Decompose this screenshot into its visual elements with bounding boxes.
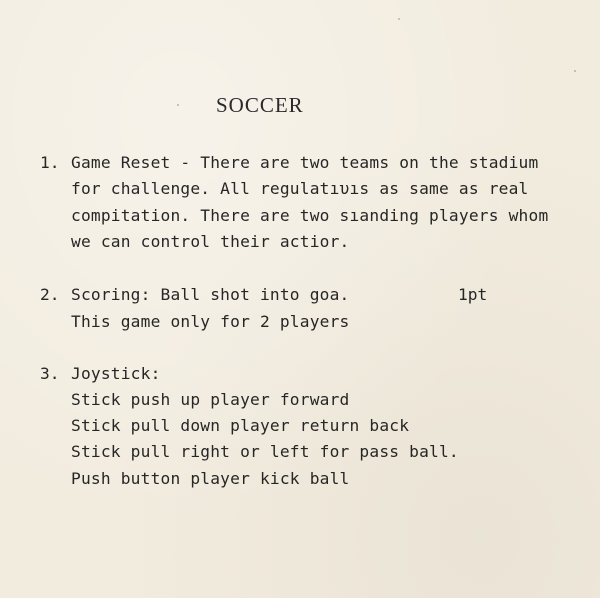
page-title: SOCCER: [216, 93, 304, 117]
section-2-line-1: Scoring: Ball shot into goa.: [71, 285, 350, 304]
section-3-line-1: Joystick:: [71, 364, 161, 383]
section-3-line-5: Push button player kick ball: [71, 469, 350, 488]
paper-speck: [574, 70, 576, 72]
section-3-number: 3.: [40, 364, 60, 383]
section-1-line-1: Game Reset - There are two teams on the stadium: [71, 153, 539, 172]
paper-speck: [177, 104, 179, 106]
section-3-line-2: Stick push up player forward: [71, 390, 350, 409]
section-2-points: 1pt: [458, 285, 488, 304]
section-1-line-3: compitation. There are two sıanding players whom: [71, 206, 549, 225]
section-1-line-2: for challenge. All regulatıυıs as same as real: [71, 179, 529, 198]
section-1-line-4: we can control their actior.: [71, 232, 350, 251]
section-2-number: 2.: [40, 285, 60, 304]
section-2-line-2: This game only for 2 players: [71, 312, 350, 331]
section-3-line-3: Stick pull down player return back: [71, 416, 410, 435]
paper-speck: [398, 18, 400, 20]
section-1-number: 1.: [40, 153, 60, 172]
section-3-line-4: Stick pull right or left for pass ball.: [71, 442, 459, 461]
